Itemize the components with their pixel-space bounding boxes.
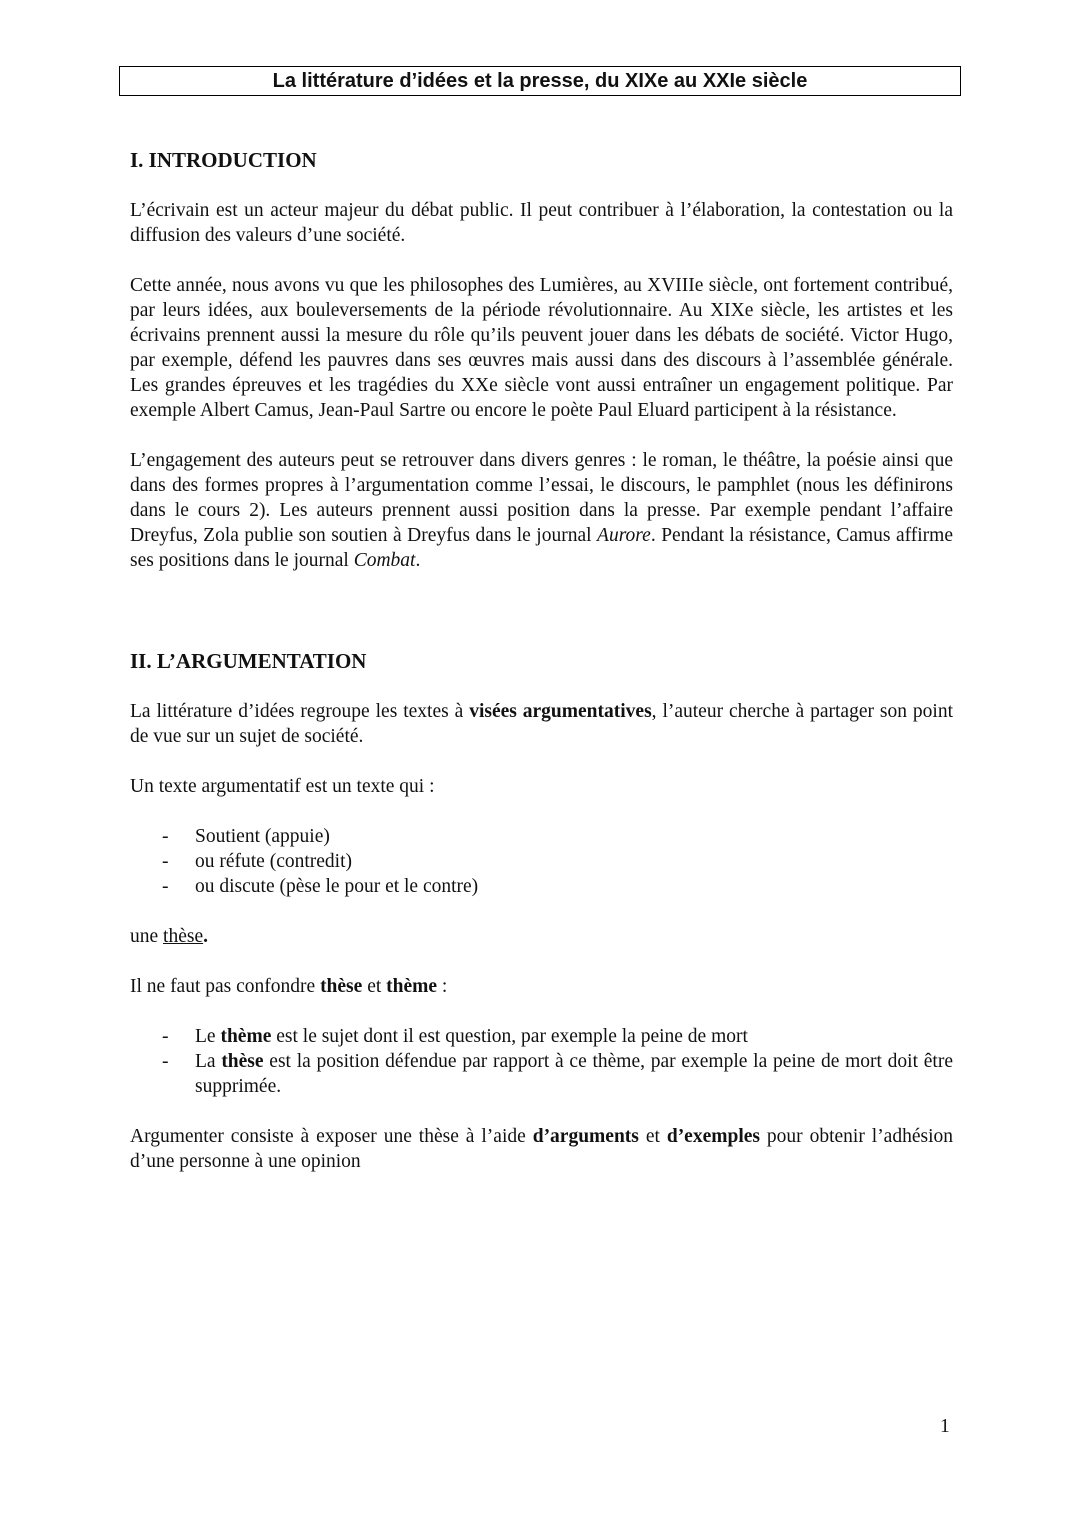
dash-bullet: -	[162, 1026, 169, 1047]
definition-list	[130, 824, 953, 899]
list-item-text: La thèse est la position défendue par rapport à ce thème, par exemple la peine de mort doit être supprimée.	[195, 1051, 953, 1097]
list-item-text: Le thème est le sujet dont il est question, par exemple la peine de mort	[195, 1026, 748, 1047]
argumentation-intro: La littérature d’idées regroupe les textes à visées argumentatives, l’auteur cherche à partager son point de vue sur un sujet de société.	[130, 701, 953, 747]
dash-bullet: -	[162, 851, 169, 872]
list-item	[130, 1024, 953, 1049]
list-item-text: Soutient (appuie)	[195, 826, 330, 847]
definition-lead: Un texte argumentatif est un texte qui :	[130, 776, 435, 797]
dash-bullet: -	[162, 876, 169, 897]
distinction-lead: Il ne faut pas confondre thèse et thème :	[130, 976, 448, 997]
list-item	[130, 874, 953, 899]
list-item	[130, 1049, 953, 1099]
intro-paragraph-1: L’écrivain est un acteur majeur du débat public. Il peut contribuer à l’élaboration, la contestation ou la diffusion des valeurs d’une société.	[130, 200, 953, 246]
intro-paragraph-2: Cette année, nous avons vu que les philosophes des Lumières, au XVIIIe siècle, ont fortement contribué, par leurs idées, aux bouleversements de la période révolutionnaire. Au XIXe siècle, les artistes et les écrivains prennent aussi la mesure du rôle qu’ils peuvent jouer dans les débats de société. Victor Hugo, par exemple, défend les pauvres dans ses œuvres mais aussi dans des discours à l’assemblée générale. Les grandes épreuves et les tragédies du XXe siècle vont aussi entraîner un engagement politique. Par exemple Albert Camus, Jean-Paul Sartre ou encore le poète Paul Eluard participent à la résistance.	[130, 275, 953, 421]
intro-paragraph-3: L’engagement des auteurs peut se retrouver dans divers genres : le roman, le théâtre, la poésie ainsi que dans des formes propres à l’argumentation comme l’essai, le discours, le pamphlet (nous les définirons dans le cours 2). Les auteurs prennent aussi position dans la presse. Par exemple pendant l’affaire Dreyfus, Zola publie son soutien à Dreyfus dans le journal Aurore. Pendant la résistance, Camus affirme ses positions dans le journal Combat.	[130, 450, 954, 571]
page-number: 1	[940, 1416, 950, 1437]
dash-bullet: -	[162, 826, 169, 847]
document-title	[119, 66, 961, 96]
section-heading-argumentation: II. L’ARGUMENTATION	[130, 649, 367, 673]
document-body	[130, 145, 953, 1174]
list-item-text: ou réfute (contredit)	[195, 851, 353, 872]
list-item	[130, 824, 953, 849]
section-heading-introduction: I. INTRODUCTION	[130, 148, 317, 172]
list-item	[130, 849, 953, 874]
definition-tail: une thèse.	[130, 926, 208, 947]
document-title-text: La littérature d’idées et la presse, du XIXe au XXIe siècle	[272, 69, 808, 92]
distinction-list	[130, 1024, 953, 1099]
dash-bullet: -	[162, 1051, 169, 1072]
argumentation-conclusion: Argumenter consiste à exposer une thèse à l’aide d’arguments et d’exemples pour obtenir l’adhésion d’une personne à une opinion	[130, 1126, 954, 1172]
list-item-text: ou discute (pèse le pour et le contre)	[195, 876, 479, 897]
